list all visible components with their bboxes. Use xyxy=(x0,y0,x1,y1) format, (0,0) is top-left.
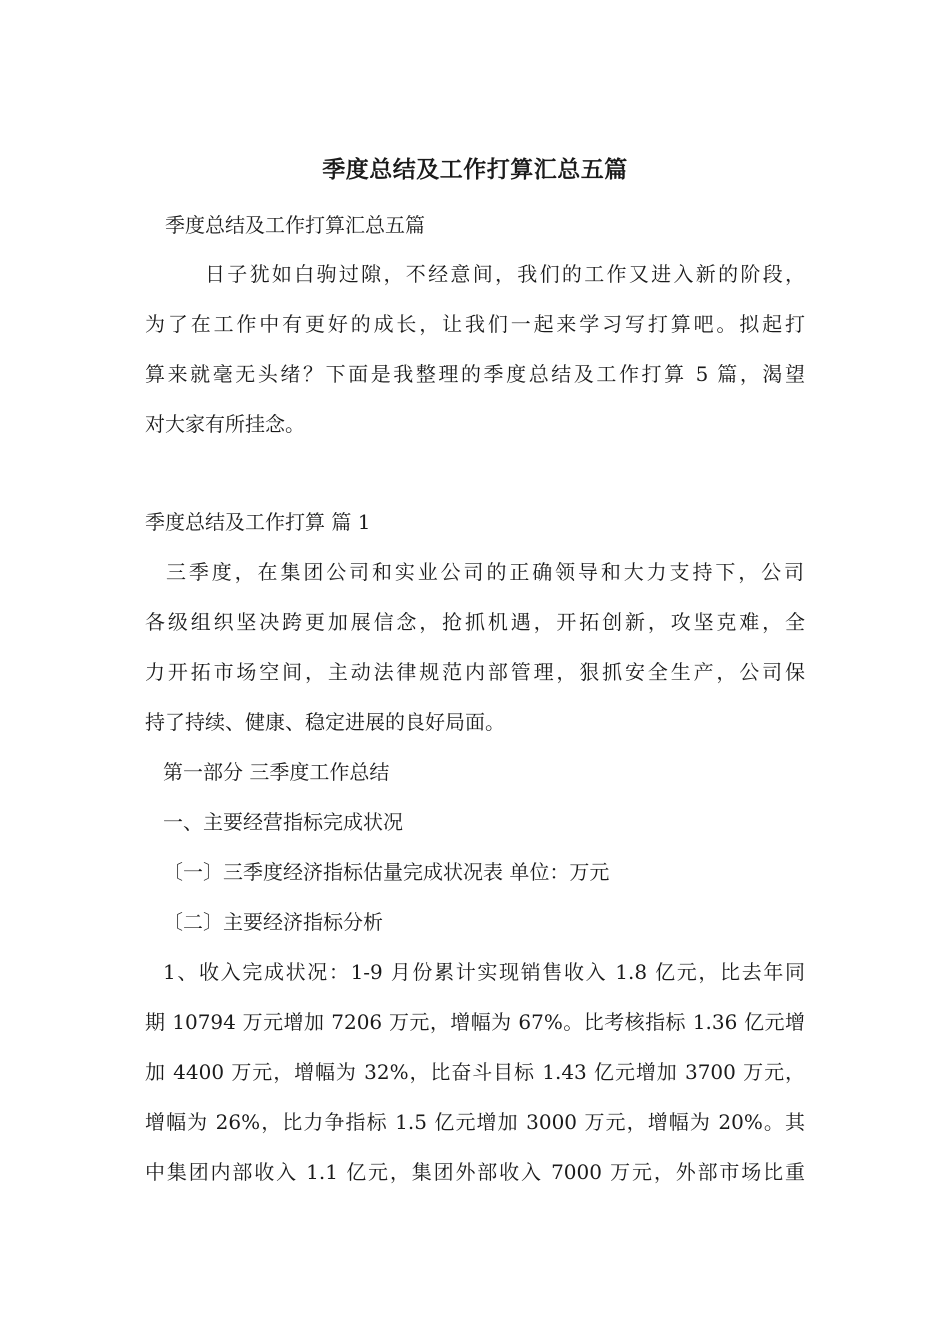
paragraph-line: 力开拓市场空间，主动法律规范内部管理，狠抓安全生产，公司保 xyxy=(145,660,805,684)
paragraph-line: 持了持续、健康、稳定进展的良好局面。 xyxy=(145,710,505,734)
paragraph-line: 加 4400 万元，增幅为 32%，比奋斗目标 1.43 亿元增加 3700 万元， xyxy=(145,1060,805,1084)
paragraph-line: 期 10794 万元增加 7206 万元，增幅为 67%。比考核指标 1.36 亿元增 xyxy=(145,1010,805,1034)
subsection-heading: 一、主要经营指标完成状况 xyxy=(163,810,403,834)
paragraph-line: 为了在工作中有更好的成长，让我们一起来学习写打算吧。拟起打 xyxy=(145,312,805,336)
document-title: 季度总结及工作打算汇总五篇 xyxy=(322,157,628,183)
paragraph-line: 增幅为 26%，比力争指标 1.5 亿元增加 3000 万元，增幅为 20%。其 xyxy=(145,1110,805,1134)
section-heading: 季度总结及工作打算 篇 1 xyxy=(145,510,371,534)
paragraph-line: 日子犹如白驹过隙，不经意间，我们的工作又进入新的阶段， xyxy=(205,262,805,286)
paragraph-line: 三季度，在集团公司和实业公司的正确领导和大力支持下，公司 xyxy=(166,560,804,584)
subtitle-line: 季度总结及工作打算汇总五篇 xyxy=(165,213,425,237)
paragraph-line: 算来就毫无头绪？下面是我整理的季度总结及工作打算 5 篇，渴望 xyxy=(145,362,805,386)
subsection-heading: 〔二〕主要经济指标分析 xyxy=(163,910,383,934)
paragraph-line: 对大家有所挂念。 xyxy=(145,412,305,436)
paragraph-line: 1、收入完成状况：1-9 月份累计实现销售收入 1.8 亿元，比去年同 xyxy=(163,960,805,984)
paragraph-line: 中集团内部收入 1.1 亿元，集团外部收入 7000 万元，外部市场比重 xyxy=(145,1160,805,1184)
paragraph-line: 各级组织坚决跨更加展信念，抢抓机遇，开拓创新，攻坚克难，全 xyxy=(145,610,805,634)
subsection-heading: 〔一〕三季度经济指标估量完成状况表 单位：万元 xyxy=(163,860,610,884)
part-heading: 第一部分 三季度工作总结 xyxy=(163,760,390,784)
